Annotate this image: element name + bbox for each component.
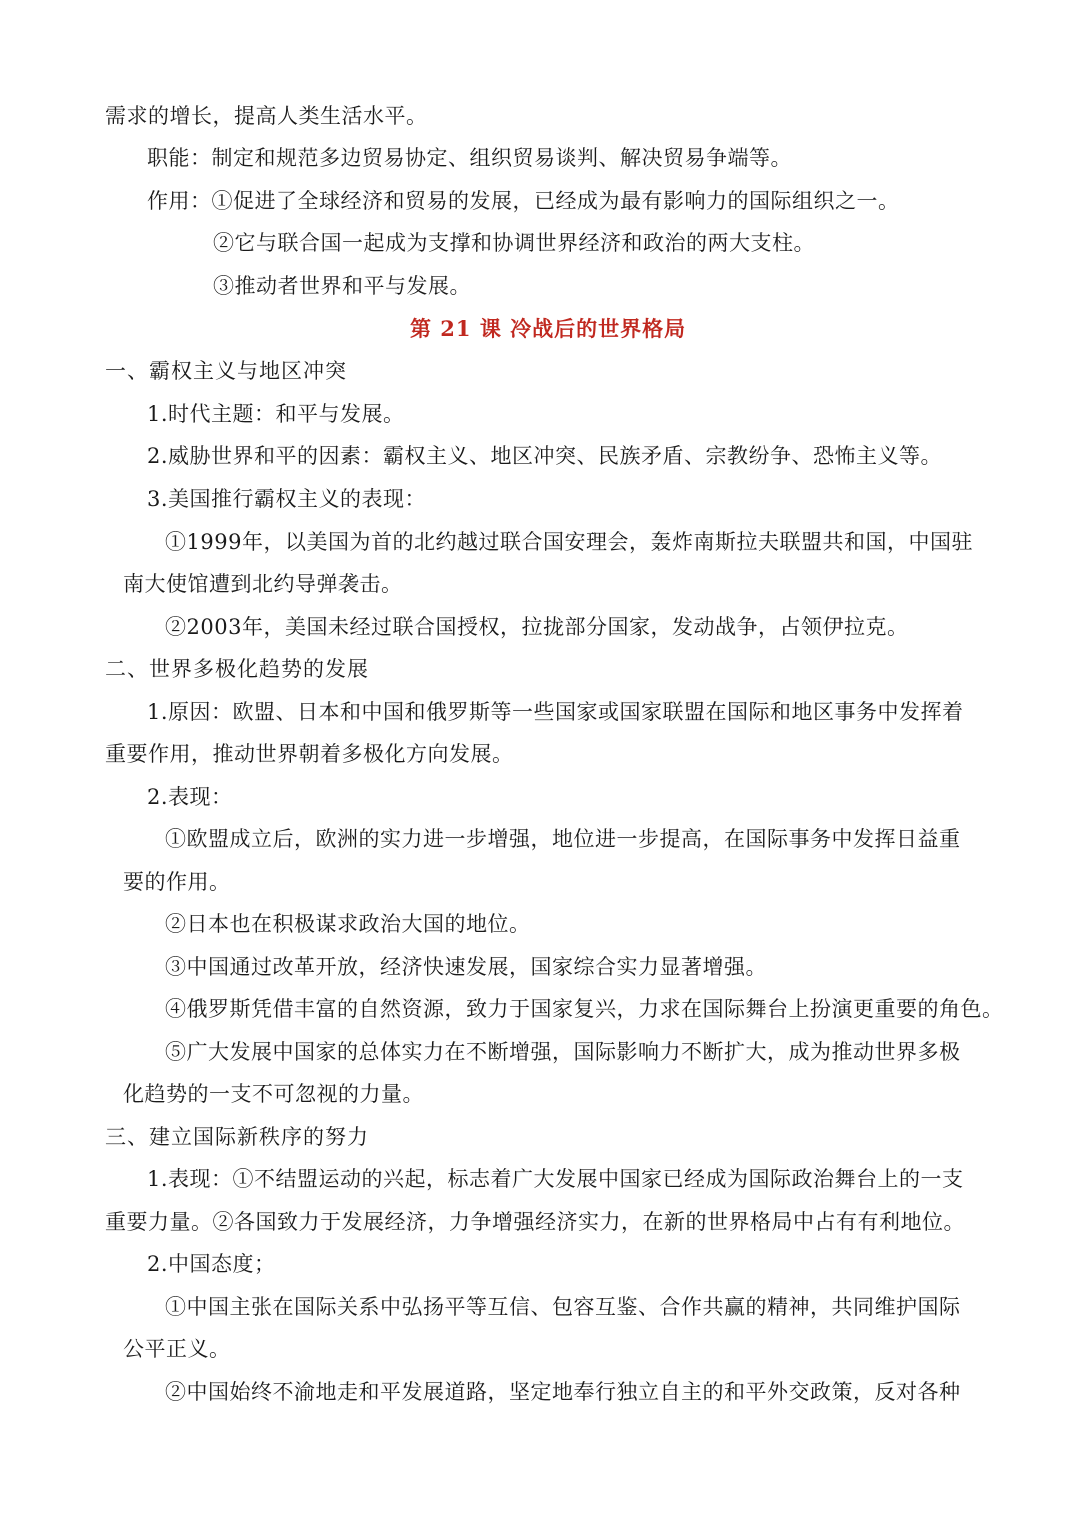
section-2-sub-5-line-2: 化趋势的一支不可忽视的力量。 — [123, 1082, 424, 1106]
section-2-item-1-line-2: 重要作用，推动世界朝着多极化方向发展。 — [105, 742, 514, 766]
lesson-title: 第 21 课 冷战后的世界格局 — [410, 316, 687, 341]
intro-effect-3: ③推动者世界和平与发展。 — [213, 274, 471, 298]
section-2-sub-4: ④俄罗斯凭借丰富的自然资源，致力于国家复兴，力求在国际舞台上扮演更重要的角色。 — [165, 997, 1004, 1021]
section-3-sub-2-line-1: ②中国始终不渝地走和平发展道路，坚定地奉行独立自主的和平外交政策，反对各种 — [165, 1380, 961, 1404]
section-3-sub-1-line-2: 公平正义。 — [123, 1337, 231, 1361]
section-2-heading: 二、世界多极化趋势的发展 — [105, 657, 369, 681]
section-1-item-3: 3.美国推行霸权主义的表现： — [147, 487, 427, 511]
section-2-sub-1-line-2: 要的作用。 — [123, 870, 231, 894]
section-3-item-1-line-1: 1.表现：①不结盟运动的兴起，标志着广大发展中国家已经成为国际政治舞台上的一支 — [147, 1167, 964, 1191]
section-3-item-2: 2.中国态度； — [147, 1252, 276, 1276]
section-2-sub-1-line-1: ①欧盟成立后，欧洲的实力进一步增强，地位进一步提高，在国际事务中发挥日益重 — [165, 827, 961, 851]
section-1-sub-1-line-1: ①1999年，以美国为首的北约越过联合国安理会，轰炸南斯拉夫联盟共和国，中国驻 — [165, 530, 973, 554]
intro-effect-1: 作用：①促进了全球经济和贸易的发展，已经成为最有影响力的国际组织之一。 — [147, 189, 900, 213]
section-3-sub-1-line-1: ①中国主张在国际关系中弘扬平等互信、包容互鉴、合作共赢的精神，共同维护国际 — [165, 1295, 961, 1319]
section-2-item-1-line-1: 1.原因：欧盟、日本和中国和俄罗斯等一些国家或国家联盟在国际和地区事务中发挥着 — [147, 700, 964, 724]
section-2-item-2: 2.表现： — [147, 785, 233, 809]
intro-effect-2: ②它与联合国一起成为支撑和协调世界经济和政治的两大支柱。 — [213, 231, 815, 255]
intro-functions: 职能：制定和规范多边贸易协定、组织贸易谈判、解决贸易争端等。 — [147, 146, 792, 170]
section-1-sub-1-line-2: 南大使馆遭到北约导弹袭击。 — [123, 572, 403, 596]
section-1-sub-2: ②2003年，美国未经过联合国授权，拉拢部分国家，发动战争，占领伊拉克。 — [165, 615, 909, 639]
section-1-item-2: 2.威胁世界和平的因素：霸权主义、地区冲突、民族矛盾、宗教纷争、恐怖主义等。 — [147, 444, 943, 468]
section-2-sub-2: ②日本也在积极谋求政治大国的地位。 — [165, 912, 531, 936]
section-1-heading: 一、霸权主义与地区冲突 — [105, 359, 347, 383]
section-2-sub-3: ③中国通过改革开放，经济快速发展，国家综合实力显著增强。 — [165, 955, 767, 979]
section-1-item-1: 1.时代主题：和平与发展。 — [147, 402, 405, 426]
section-2-sub-5-line-1: ⑤广大发展中国家的总体实力在不断增强，国际影响力不断扩大，成为推动世界多极 — [165, 1040, 961, 1064]
intro-continuation: 需求的增长，提高人类生活水平。 — [105, 104, 428, 128]
section-3-heading: 三、建立国际新秩序的努力 — [105, 1125, 369, 1149]
section-3-item-1-line-2: 重要力量。②各国致力于发展经济，力争增强经济实力，在新的世界格局中占有有利地位。 — [105, 1210, 965, 1234]
